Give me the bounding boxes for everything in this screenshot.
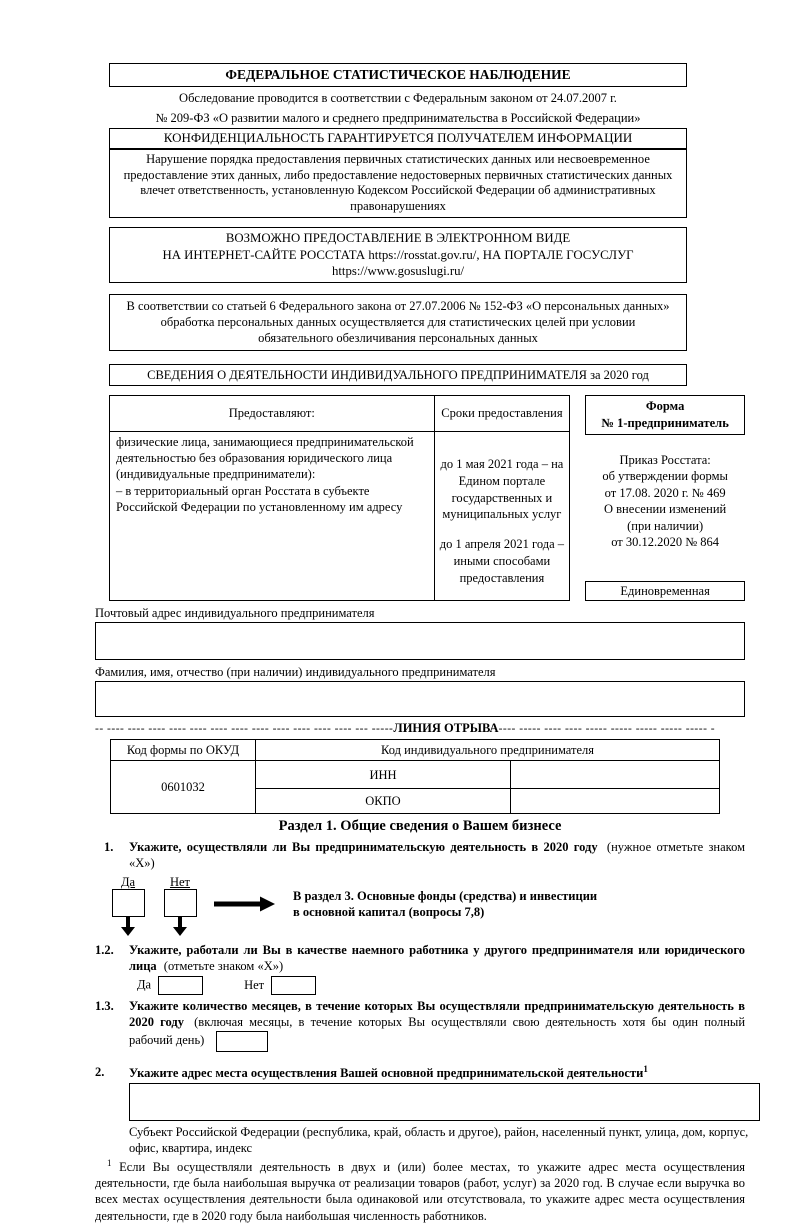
okud-value-cell: 0601032 (111, 761, 256, 814)
tear-off-line (95, 720, 745, 737)
footnote-1-text: Если Вы осуществляли деятельность в двух и (или) более местах, то укажите адрес места осуществления деятельности, где была наибольшая выручка от реализации товаров (работ, услуг) за 2020 год. В случае если выручка во всех местах осуществления деятельности была одинаковой или отсутствовала, то укажите адрес места осуществления деятельности, где в 2020 году была наибольшая численность работников. (95, 1159, 746, 1223)
question-2-text: Укажите адрес места осуществления Вашей основной предпринимательской деятельности (129, 1065, 644, 1080)
terms-header-cell: Сроки предоставления (434, 395, 570, 431)
q12-yes-label: Да (137, 977, 152, 992)
question-1-2 (95, 942, 745, 996)
q1-skip-note (293, 888, 597, 939)
question-1-2-number: 1.2. (95, 942, 114, 957)
question-1-3 (95, 998, 745, 1052)
question-2 (95, 1064, 745, 1081)
rosstat-order-text (585, 452, 745, 551)
q1-no-label: Нет (169, 874, 191, 889)
okpo-input-cell[interactable] (511, 789, 720, 814)
question-1-3-number: 1.3. (95, 999, 114, 1014)
providers-and-form-row (109, 395, 745, 601)
order-line: об утверждении формы (602, 469, 728, 484)
question-1-answer-row (108, 875, 745, 939)
order-line: от 30.12.2020 № 864 (611, 535, 720, 550)
question-1-number: 1. (104, 840, 114, 855)
q1-skip-note-line-1: В раздел 3. Основные фонды (средства) и инвестиции (293, 888, 598, 903)
question-1-2-note: (отметьте знаком «Х») (163, 958, 284, 973)
providers-text-2: – в территориальный орган Росстата в субъекте Российской Федерации по установленному им адресу (116, 483, 403, 514)
form-info-column (585, 395, 745, 601)
order-line: от 17.08. 2020 г. № 469 (604, 485, 726, 500)
section1-title: Раздел 1. Общие сведения о Вашем бизнесе (278, 818, 562, 835)
term-item-2: до 1 апреля 2021 года – иными способами предоставления (439, 537, 565, 586)
inn-label-cell: ИНН (256, 761, 511, 789)
providers-body-cell (110, 431, 435, 600)
down-arrow-icon (120, 917, 136, 937)
postal-address-input[interactable] (95, 622, 745, 660)
electronic-filing-line-1: ВОЗМОЖНО ПРЕДОСТАВЛЕНИЕ В ЭЛЕКТРОННОМ ВИДЕ (225, 230, 571, 245)
full-name-input[interactable] (95, 681, 745, 717)
q12-yes-checkbox[interactable] (158, 976, 203, 995)
order-line: (при наличии) (627, 518, 704, 533)
q2-address-hint: Субъект Российской Федерации (республика, край, область и другое), район, населенный пункт, улица, дом, корпус, офис, квартира, индекс (129, 1125, 749, 1156)
personal-data-notice: В соответствии со статьей 6 Федерального закона от 27.07.2006 № 152-ФЗ «О персональных данных» обработка персональных данных осуществляется для статистических целей при условии обязательного обезличивания персональных данных (109, 294, 687, 351)
tear-dashes-right: ---- ----- ---- ---- ----- ----- ----- ----- ----- - (498, 723, 716, 736)
question-1-2-answer-row (137, 976, 745, 995)
violation-notice: Нарушение порядка предоставления первичных статистических данных или несвоевременное предоставление этих данных, либо предоставление недостоверных первичных статистических данных влечет ответственность, установленную Кодексом Российской Федерации об административных правонарушениях (109, 149, 687, 218)
question-1-2-text: Укажите, работали ли Вы в качестве наемного работника у другого предпринимателя или юридического лица (129, 942, 745, 973)
providers-table (109, 395, 570, 601)
right-arrow-icon (214, 896, 276, 912)
form-header (109, 63, 687, 386)
tear-dashes-left: -- ---- ---- ---- ---- ---- ---- ---- ---- ---- ---- ---- ---- --- ----- (95, 723, 394, 736)
q1-no-option (160, 875, 200, 939)
q2-footnote-ref: 1 (643, 1063, 648, 1074)
question-2-number: 2. (95, 1064, 105, 1079)
q12-no-checkbox[interactable] (271, 976, 316, 995)
question-1-note: (нужное отметьте знаком «Х») (129, 840, 745, 871)
down-arrow-icon (172, 917, 188, 937)
law-line-1: Обследование проводится в соответствии с Федеральным законом от 24.07.2007 г. (179, 90, 617, 105)
q1-yes-option (108, 875, 148, 939)
inn-input-cell[interactable] (511, 761, 720, 789)
electronic-filing-line-2: НА ИНТЕРНЕТ-САЙТЕ РОССТАТА https://rosstat.gov.ru/, НА ПОРТАЛЕ ГОСУСЛУГ https://www.gosuslugi.ru/ (162, 247, 634, 279)
q13-months-input[interactable] (216, 1031, 268, 1052)
electronic-filing-notice (109, 227, 687, 283)
form-label-line-1: Форма (645, 398, 685, 413)
order-line: Приказ Росстата: (619, 452, 711, 467)
q12-no-label: Нет (244, 977, 265, 992)
postal-address-label: Почтовый адрес индивидуального предпринимателя (95, 605, 375, 620)
question-1-3-text: Укажите количество месяцев, в течение которых Вы осуществляли предпринимательскую деятельность в 2020 году (129, 999, 745, 1030)
footnote-1-ref: 1 (107, 1157, 112, 1168)
periodicity-label: Единовременная (585, 581, 745, 601)
code-table (110, 739, 720, 814)
form-number-box (585, 395, 745, 435)
confidentiality-notice: КОНФИДЕНЦИАЛЬНОСТЬ ГАРАНТИРУЕТСЯ ПОЛУЧАТЕЛЕМ ИНФОРМАЦИИ (109, 128, 687, 149)
q2-address-input[interactable] (129, 1083, 760, 1121)
tear-off-label: ЛИНИЯ ОТРЫВА (393, 721, 499, 736)
question-1 (95, 839, 745, 872)
report-subject-title: СВЕДЕНИЯ О ДЕЯТЕЛЬНОСТИ ИНДИВИДУАЛЬНОГО ПРЕДПРИНИМАТЕЛЯ за 2020 год (109, 364, 687, 386)
okud-header-cell: Код формы по ОКУД (111, 740, 256, 761)
q1-no-checkbox[interactable] (164, 889, 197, 917)
providers-text-1: физические лица, занимающиеся предпринимательской деятельностью без образования юридического лица (индивидуальные предприниматели): (116, 434, 414, 482)
q1-yes-label: Да (120, 874, 136, 889)
law-line-2: № 209-ФЗ «О развитии малого и среднего предпринимательства в Российской Федерации» (155, 110, 641, 125)
question-1-3-note: (включая месяцы, в течение которых Вы осуществляли свою деятельность хотя бы один полный рабочий день) (129, 1015, 746, 1048)
term-item-1: до 1 мая 2021 года – на Едином портале государственных и муниципальных услуг (440, 456, 564, 522)
form-title: ФЕДЕРАЛЬНОЕ СТАТИСТИЧЕСКОЕ НАБЛЮДЕНИЕ (109, 63, 687, 87)
footnote-1 (95, 1158, 745, 1224)
q1-yes-checkbox[interactable] (112, 889, 145, 917)
terms-body-cell (434, 431, 570, 600)
providers-header-cell: Предоставляют: (110, 395, 435, 431)
q1-skip-note-line-2: в основной капитал (вопросы 7,8) (293, 905, 485, 920)
okpo-label-cell: ОКПО (256, 789, 511, 814)
form-label-line-2: № 1-предприниматель (601, 415, 729, 430)
entrepreneur-code-header-cell: Код индивидуального предпринимателя (256, 740, 720, 761)
full-name-label: Фамилия, имя, отчество (при наличии) индивидуального предпринимателя (95, 665, 496, 680)
question-1-text: Укажите, осуществляли ли Вы предпринимательскую деятельность в 2020 году (129, 840, 598, 855)
order-line: О внесении изменений (603, 502, 727, 517)
